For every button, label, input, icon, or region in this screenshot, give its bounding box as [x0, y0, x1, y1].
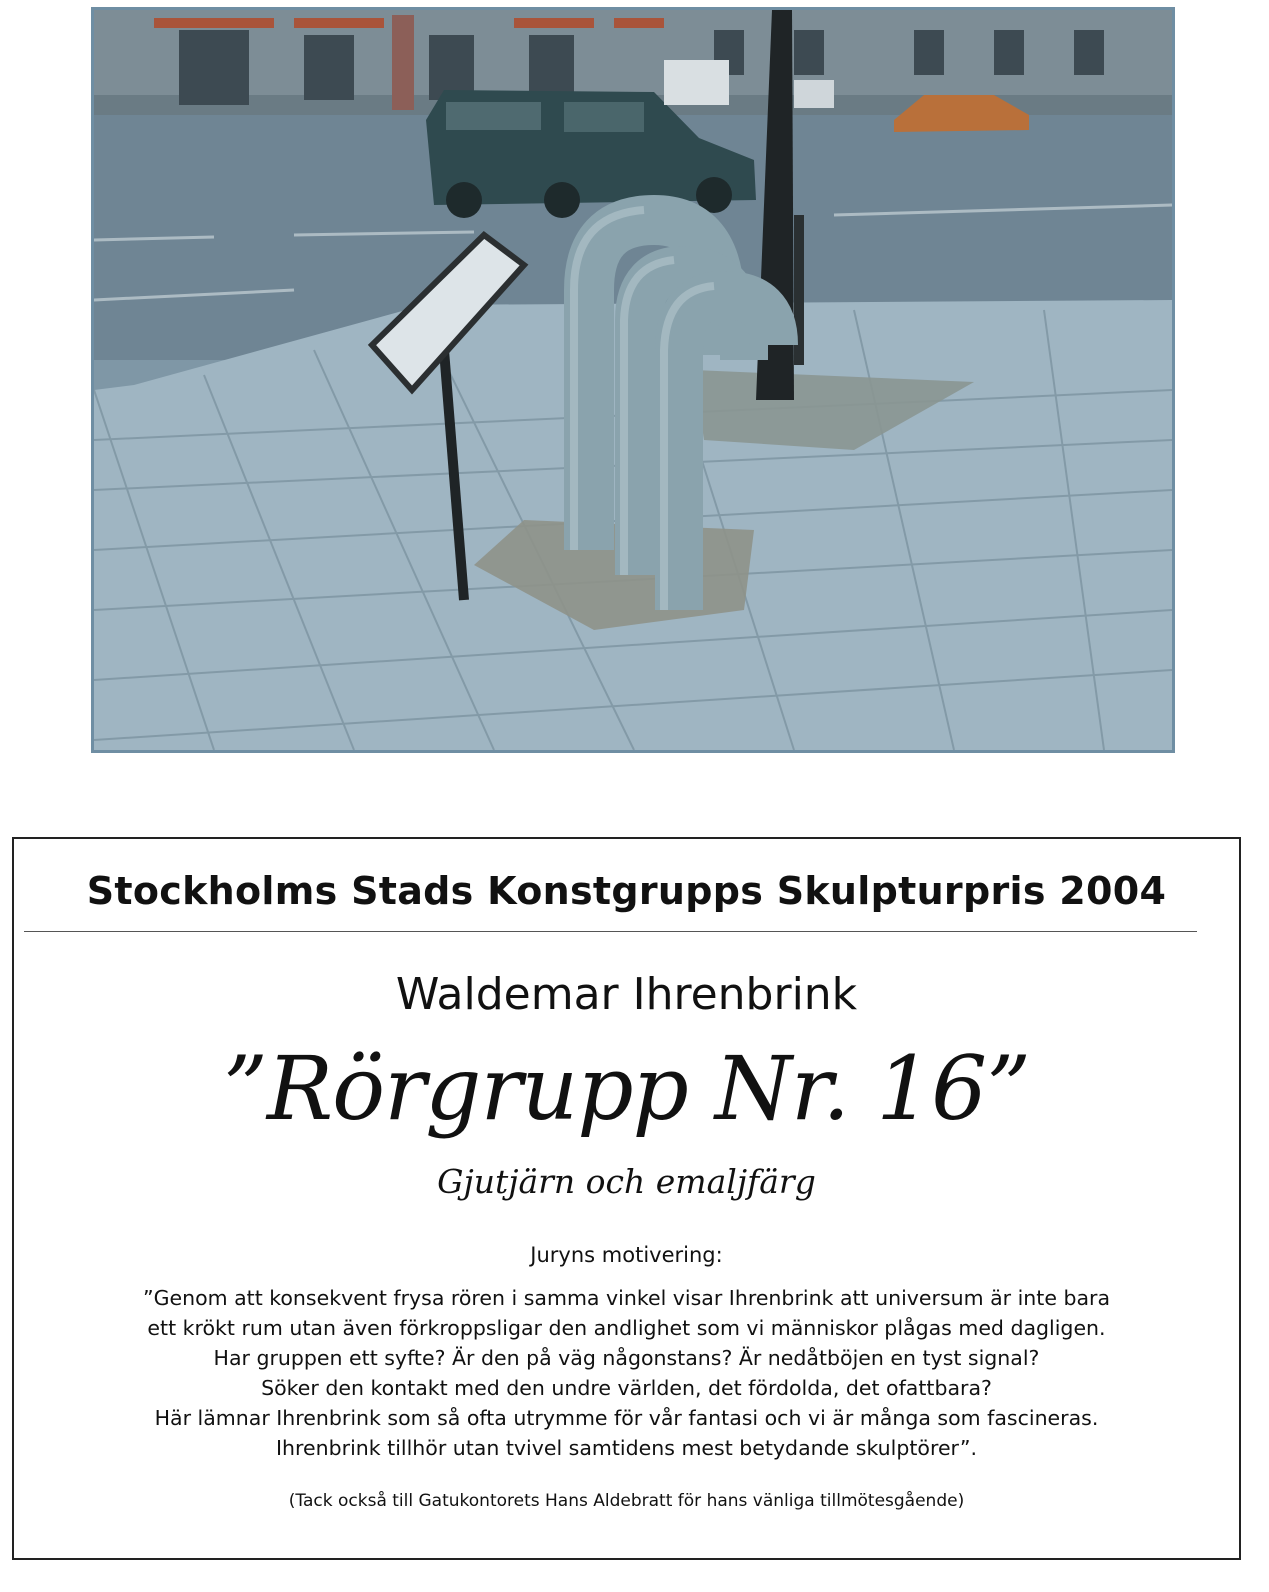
jury-heading: Juryns motivering: — [530, 1243, 723, 1267]
work-title: ”Rörgrupp Nr. 16” — [222, 1037, 1031, 1140]
thanks-note: (Tack också till Gatukontorets Hans Aldebratt för hans vänliga tillmötesgående) — [288, 1491, 965, 1511]
jury-line: Ihrenbrink tillhör utan tvivel samtidens mest betydande skulptörer”. — [276, 1436, 977, 1460]
street-sculpture-photo — [94, 10, 1172, 750]
artist-name: Waldemar Ihrenbrink — [395, 969, 858, 1020]
jury-line: Har gruppen ett syfte? Är den på väg någonstans? Är nedåtböjen en tyst signal? — [213, 1346, 1040, 1370]
jury-line: ett krökt rum utan även förkroppsligar den andlighet som vi människor plågas med dagligen. — [147, 1316, 1106, 1340]
material: Gjutjärn och emaljfärg — [437, 1162, 816, 1201]
jury-statement — [14, 1283, 1239, 1463]
title-divider — [24, 931, 1197, 932]
sculpture-photo — [91, 7, 1175, 753]
award-title: Stockholms Stads Konstgrupps Skulpturpris 2004 — [86, 869, 1167, 913]
jury-line: Söker den kontakt med den undre världen, det fördolda, det ofattbara? — [261, 1376, 992, 1400]
jury-line: ”Genom att konsekvent frysa rören i samma vinkel visar Ihrenbrink att universum är inte bara — [142, 1286, 1111, 1310]
jury-line: Här lämnar Ihrenbrink som så ofta utrymme för vår fantasi och vi är många som fascineras. — [154, 1406, 1099, 1430]
award-plaque — [12, 837, 1241, 1560]
